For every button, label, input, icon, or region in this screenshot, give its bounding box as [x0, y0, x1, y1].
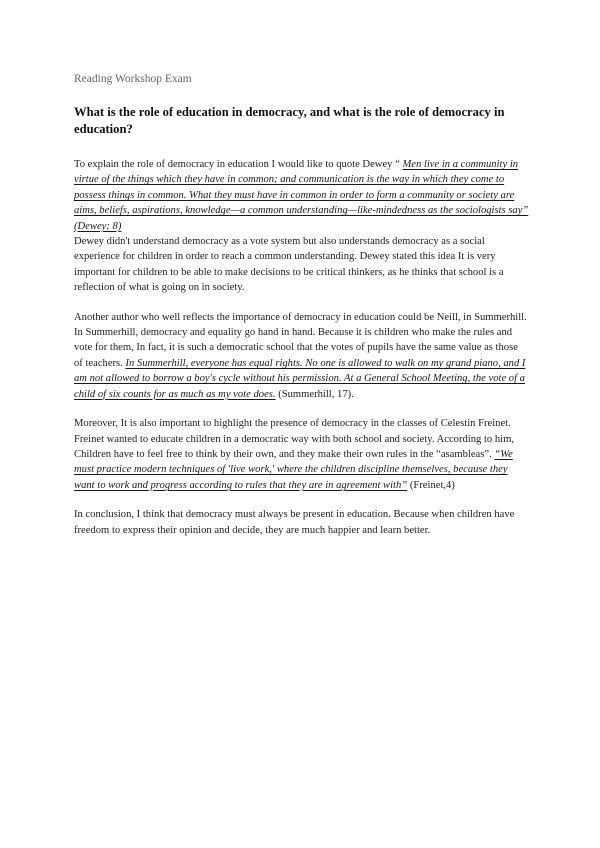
paragraph-freinet: [74, 416, 529, 493]
freinet-citation: (Freinet,4): [407, 479, 455, 491]
document-subtitle: Reading Workshop Exam: [74, 73, 192, 85]
freinet-quote: “We must practice modern techniques of 'live work,' where the children discipline themselves, because they want to work and progress according to rules that they are in agreement with”: [74, 448, 513, 491]
paragraph-dewey-intro: To explain the role of democracy in education I would like to quote Dewey “: [74, 159, 403, 170]
paragraph-neill: [74, 310, 529, 402]
dewey-quote: Men live in a community in virtue of the things which they have in common; and communication is the way in which they come to possess things in common. What they must have in common in order to form a community or society are aims, beliefs, aspirations, knowledge—a common understanding—like-mindedness as the sociologists say” (Dewey; 8): [74, 159, 529, 232]
document-title: What is the role of education in democracy, and what is the role of democracy in education?: [74, 105, 505, 136]
paragraph-dewey: [74, 157, 529, 296]
document-page: [74, 72, 529, 552]
paragraph-dewey-rest: Dewey didn't understand democracy as a vote system but also understands democracy as a social experience for children in order to reach a common understanding. Dewey stated this idea It is very important for children to be able to make decisions to be critical thinkers, as he thinks that school is a reflection of what is going on in society.: [74, 236, 504, 294]
paragraph-freinet-text: Moreover, It is also important to highlight the presence of democracy in the classes of Celestin Freinet. Freinet wanted to educate children in a democratic way with both school and society. According to him, Children have to feel free to think by their own, and they make their own rules in the “asambleas”.: [74, 418, 515, 460]
neill-citation: (Summerhill, 17).: [275, 388, 354, 400]
neill-quote: In Summerhill, everyone has equal rights. No one is allowed to walk on my grand piano, and I am not allowed to borrow a boy's cycle without his permission. At a General School Meeting, the vote of a child of six counts for as much as my vote does.: [74, 357, 526, 400]
paragraph-neill-text: Another author who well reflects the importance of democracy in education could be Neill, in Summerhill. In Summerhill, democracy and equality go hand in hand. Because it is children who make the rules and vote for them, In fact, it is such a democratic school that the votes of pupils have the same value as those of teachers.: [74, 311, 527, 369]
paragraph-conclusion: In conclusion, I think that democracy must always be present in education. Because when children have freedom to express their opinion and decide, they are much happier and learn better.: [74, 509, 515, 536]
